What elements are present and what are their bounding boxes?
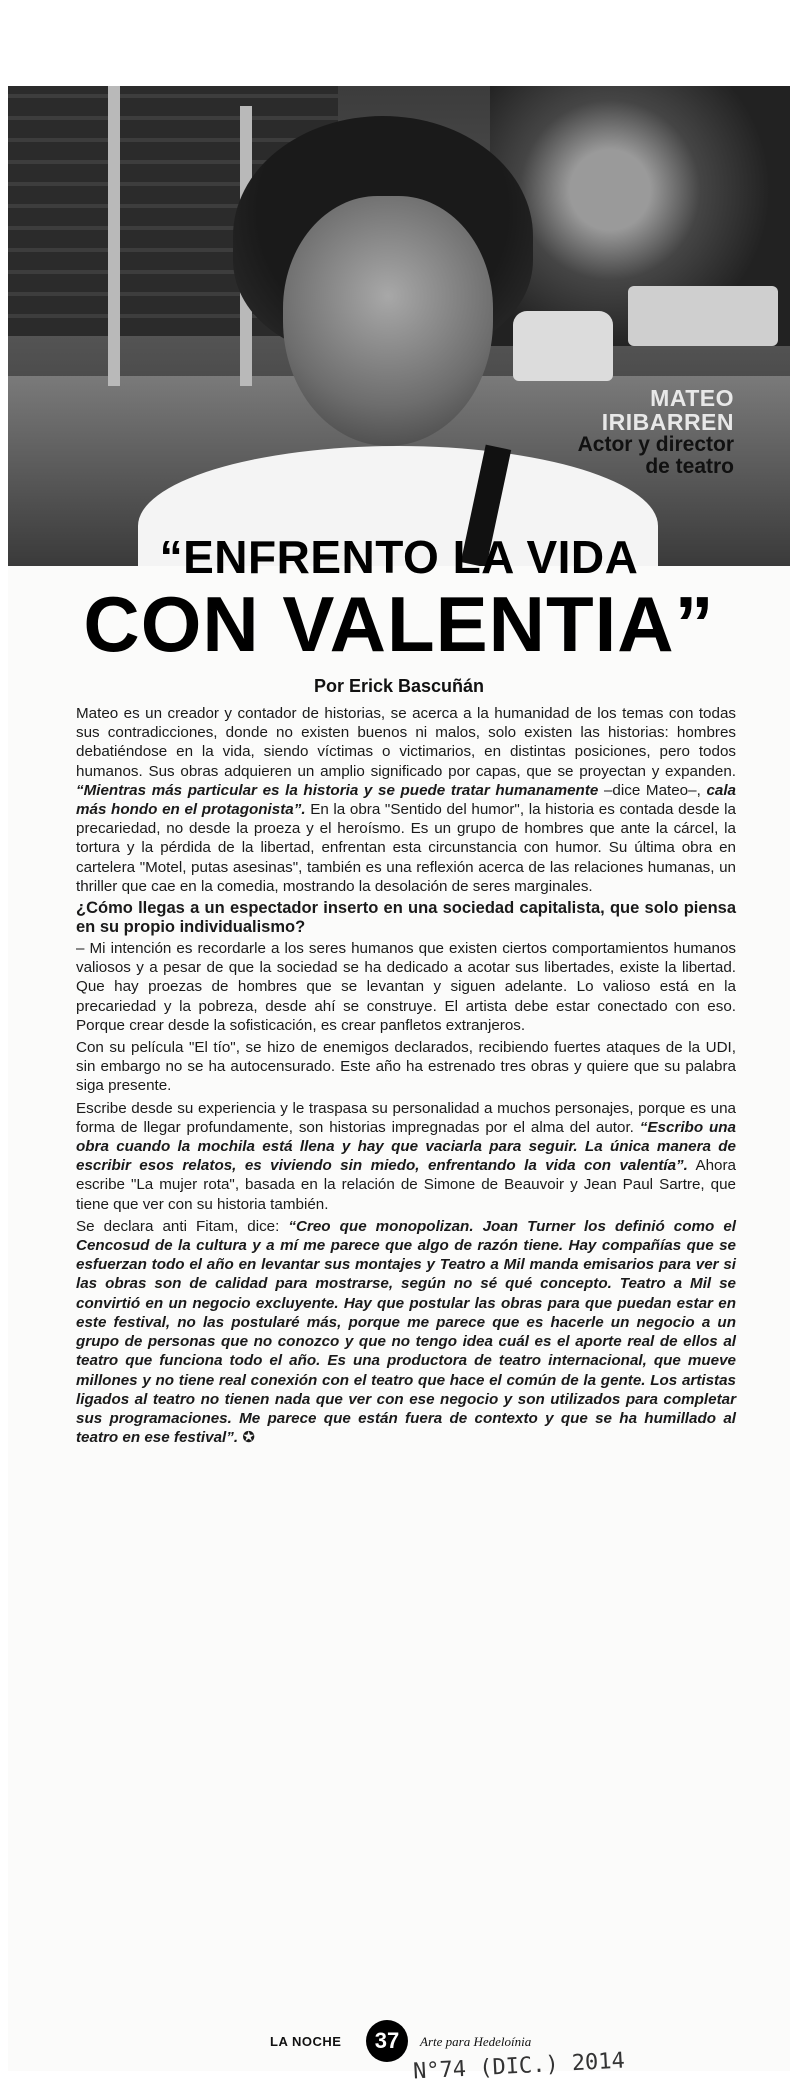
- handwritten-note: N°74 (DIC.) 2014: [412, 2048, 626, 2085]
- publication-brand: LA NOCHE: [270, 2034, 342, 2049]
- photo-pole: [108, 86, 120, 386]
- headline-line-1: “ENFRENTO LA VIDA: [159, 531, 639, 583]
- intro-quote-2: cala más hondo en el protagonista”.: [76, 781, 736, 819]
- page-number: 37: [366, 2020, 408, 2062]
- writing-quote: “Escribo una obra cuando la mochila está llena y hay que vaciarla para seguir. La única manera de escribir esos relatos, es viviendo sin miedo, enfrentando la vida con valentía”.: [76, 1118, 736, 1175]
- intro-attribution: –dice Mateo–,: [598, 781, 707, 799]
- writing-text-continued: Ahora escribe "La mujer rota", basada en la relación de Simone de Beauvoir y Jean Paul Sartre, que tiene que ver con su historia también.: [76, 1157, 736, 1213]
- photo-caption: [578, 386, 734, 478]
- newspaper-clipping: [8, 86, 790, 2085]
- intro-text-continued: En la obra "Sentido del humor", la historia es contada desde la precariedad, no desde la proeza y el heroísmo. Es un grupo de hombres que ante la cárcel, la tortura y la pérdida de la libertad, enfrentan esta circunstancia con humor. Su última obra en cartelera "Motel, putas asesinas", también es una reflexión acerca de las relaciones humanas, un thriller que cae en la comedia, mostrando la desolación de seres marginales.: [76, 801, 736, 895]
- fitam-quote: “Creo que monopolizan. Joan Turner los definió como el Cencosud de la cultura y a mí me parece que algo de razón tiene. Hay compañías que se esfuerzan todo el año en levantar sus montajes y Teatro a Mil manda emisarios para ver si las obras son de calidad para mostrarse, según no sé qué concepto. Teatro a Mil se convirtió en un negocio excluyente. Hay que postular las obras para que puedan estar en este festival, no las postularé más, porque me parece que es hacerle un negocio a un grupo de personas que no conozco y que no tengo idea cuál es el aporte real de ellos al teatro que funciona todo el año. Es una productora de teatro internacional, que mueve millones y no tiene real conexión con el teatro que hace el común de la gente. Los artistas ligados al teatro no tienen nada que ver con ese negocio y son utilizados para completar sus programaciones. Me parece que están fuera de contexto y que se ha humillado al teatro en ese festival”.: [76, 1217, 736, 1447]
- paragraph-writing: [76, 1099, 736, 1214]
- page-footer: [8, 2016, 790, 2085]
- photo-face: [283, 196, 493, 446]
- fitam-intro: Se declara anti Fitam, dice:: [76, 1217, 289, 1235]
- photo-car: [513, 311, 613, 381]
- headline-line-2: CON VALENTIA”: [83, 580, 715, 668]
- portrait-photo: [8, 86, 790, 566]
- headline: [8, 531, 790, 668]
- publication-tagline: Arte para Hedeloínia: [420, 2034, 532, 2049]
- intro-quote-1: “Mientras más particular es la historia y se puede tratar humanamente: [76, 781, 599, 799]
- caption-role-2: de teatro: [645, 455, 734, 479]
- interview-question: ¿Cómo llegas a un espectador inserto en una sociedad capitalista, que solo piensa en su propio individualismo?: [76, 899, 736, 937]
- paragraph-intro: [76, 704, 736, 896]
- paragraph-answer: – Mi intención es recordarle a los seres humanos que existen ciertos comportamientos humanos valiosos y a pesar de que la sociedad se ha dedicado a acotar sus libertades, existe la libertad. Que hay proezas de hombres que se levantan y siguen adelante. Lo valioso está en la precariedad y la pobreza, desde ahí se construye. El artista debe estar conectado con eso. Porque crear desde la sofisticación, es crear panfletos extranjeros.: [76, 940, 736, 1034]
- caption-role-1: Actor y director: [577, 433, 734, 457]
- intro-text: Mateo es un creador y contador de historias, se acerca a la humanidad de los temas con todas sus contradicciones, donde no existen buenos ni malos, solo existen las historias: hombres debatiéndose en la vida, siendo víctimas o victimarios, en distintas posiciones, pero todos humanos. Sus obras adquieren un amplio significado por capas, que se proyectan y expanden.: [76, 705, 736, 780]
- photo-bus: [628, 286, 778, 346]
- writing-text: Escribe desde su experiencia y le traspasa su personalidad a muchos personajes, porque es una forma de llegar profundamente, son historias impregnadas por el alma del autor.: [76, 1099, 736, 1136]
- caption-name-first: MATEO: [650, 385, 734, 411]
- paragraph-film: Con su película "El tío", se hizo de enemigos declarados, recibiendo fuertes ataques de la UDI, sin embargo no se ha autocensurado. Este año ha estrenado tres obras y quiere que su palabra siga presente.: [76, 1039, 736, 1095]
- paragraph-fitam: [76, 1217, 736, 1447]
- article-body: [76, 704, 736, 1450]
- end-mark-icon: ✪: [242, 1429, 256, 1447]
- byline: Por Erick Bascuñán: [313, 676, 485, 696]
- caption-name-last: IRIBARREN: [601, 409, 734, 436]
